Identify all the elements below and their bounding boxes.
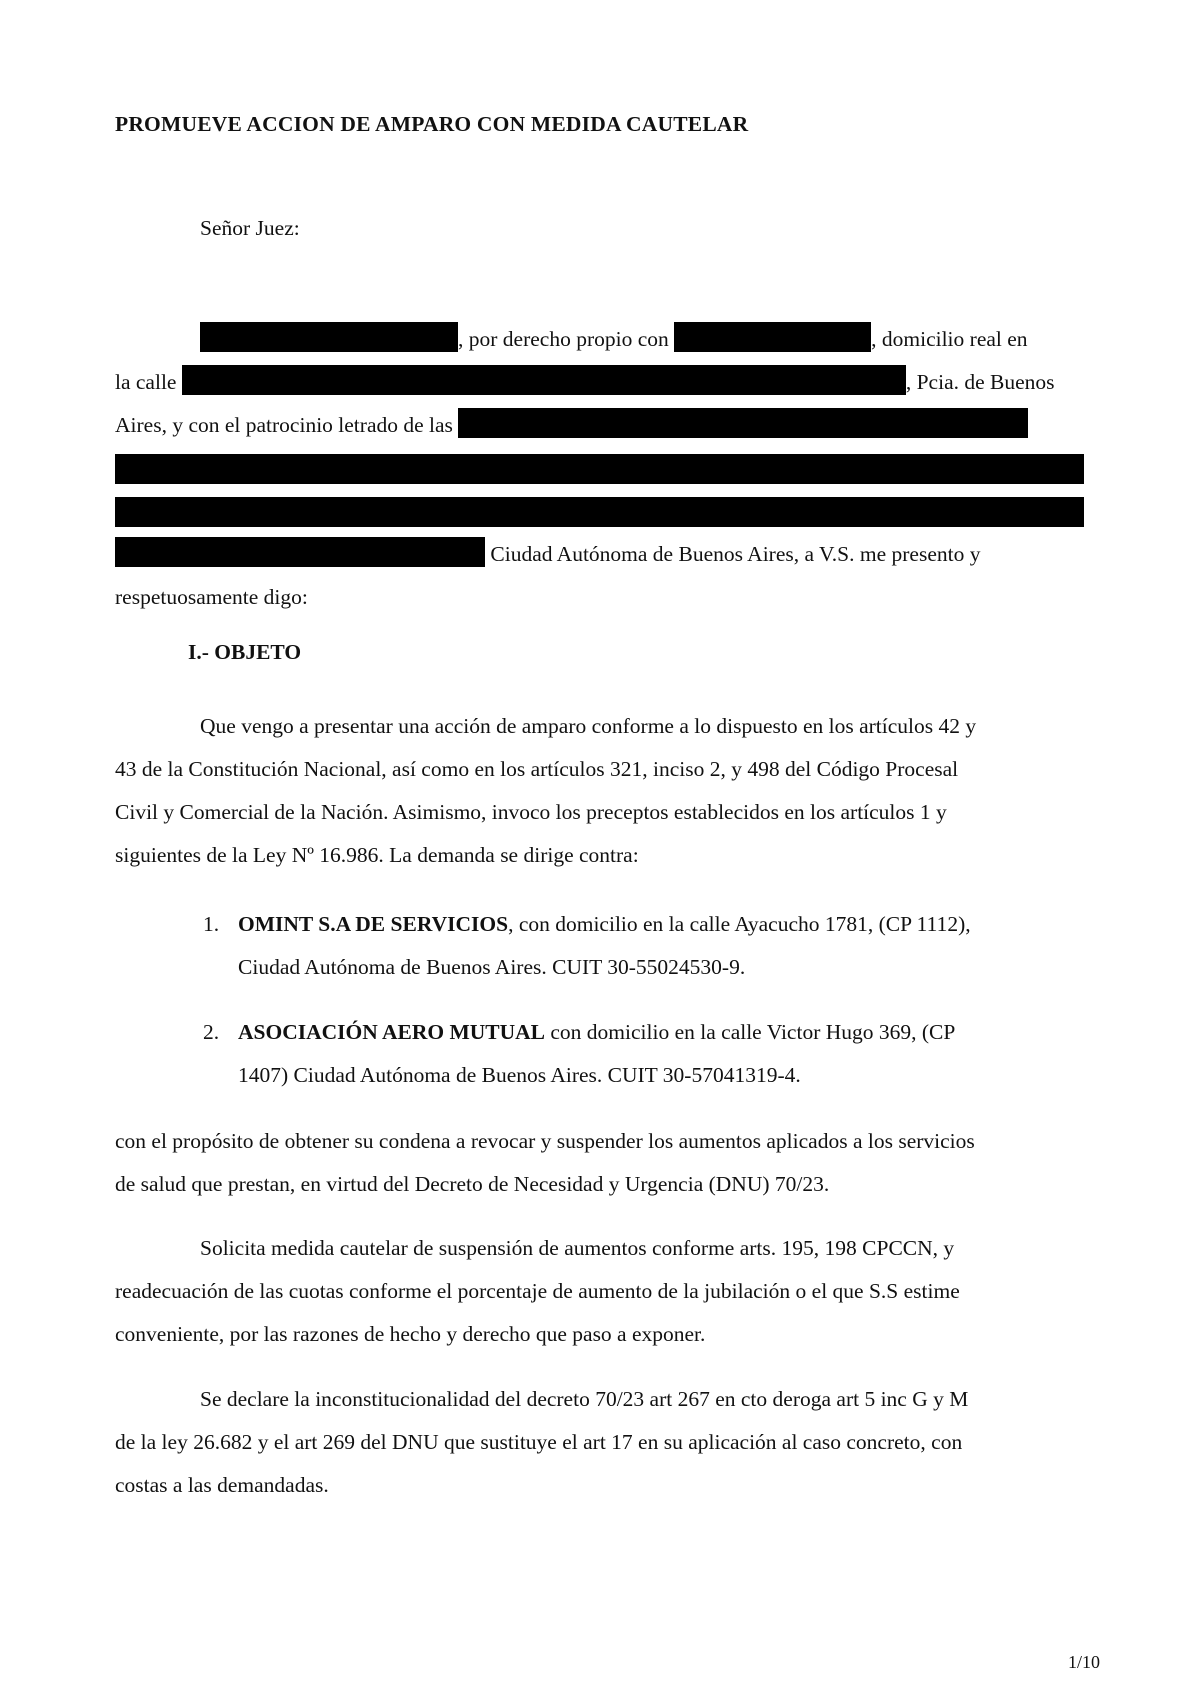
intro-text: , Pcia. de Buenos	[905, 370, 1055, 394]
paragraph-line: con el propósito de obtener su condena a revocar y suspender los aumentos aplicados a los servicios	[115, 1129, 975, 1153]
intro-text: , domicilio real en	[871, 327, 1028, 351]
redaction-bar	[200, 322, 458, 352]
redaction-bar	[115, 537, 485, 567]
paragraph-line: 43 de la Constitución Nacional, así como en los artículos 321, inciso 2, y 498 del Código Procesal	[115, 757, 959, 781]
redaction-bar	[115, 497, 1084, 527]
defendant-text: , con domicilio en la calle Ayacucho 1781, (CP 1112),	[508, 912, 971, 936]
defendant-name: OMINT S.A DE SERVICIOS	[238, 912, 509, 936]
paragraph-line: Que vengo a presentar una acción de amparo conforme a lo dispuesto en los artículos 42 y	[200, 714, 977, 738]
intro-text: , por derecho propio con	[458, 327, 669, 351]
redaction-bar	[115, 454, 1084, 484]
intro-line-7: respetuosamente digo:	[115, 585, 308, 609]
paragraph-line: de la ley 26.682 y el art 269 del DNU que sustituye el art 17 en su aplicación al caso concreto, con	[115, 1430, 963, 1454]
paragraph-line: Solicita medida cautelar de suspensión de aumentos conforme arts. 195, 198 CPCCN, y	[200, 1236, 955, 1260]
paragraph-line: de salud que prestan, en virtud del Decreto de Necesidad y Urgencia (DNU) 70/23.	[115, 1172, 830, 1196]
list-item-line: Ciudad Autónoma de Buenos Aires. CUIT 30-55024530-9.	[238, 955, 746, 979]
salutation: Señor Juez:	[200, 216, 300, 240]
paragraph-line: siguientes de la Ley Nº 16.986. La demanda se dirige contra:	[115, 843, 639, 867]
redaction-bar	[182, 365, 906, 395]
paragraph-line: readecuación de las cuotas conforme el porcentaje de aumento de la jubilación o el que S.S estime	[115, 1279, 960, 1303]
paragraph-line: Se declare la inconstitucionalidad del decreto 70/23 art 267 en cto deroga art 5 inc G y M	[200, 1387, 969, 1411]
list-item-line: 1407) Ciudad Autónoma de Buenos Aires. CUIT 30-57041319-4.	[238, 1063, 801, 1087]
intro-line-2	[115, 361, 1084, 404]
paragraph-line: costas a las demandadas.	[115, 1473, 329, 1497]
intro-line-3	[115, 404, 1084, 447]
defendant-text: con domicilio en la calle Victor Hugo 369, (CP	[545, 1020, 956, 1044]
paragraph-line: Civil y Comercial de la Nación. Asimismo, invoco los preceptos establecidos en los artículos 1 y	[115, 800, 947, 824]
list-number: 1.	[203, 912, 220, 936]
list-item	[238, 903, 1084, 946]
document-title: PROMUEVE ACCION DE AMPARO CON MEDIDA CAUTELAR	[115, 112, 749, 136]
redaction-bar	[458, 408, 1028, 438]
intro-text: Ciudad Autónoma de Buenos Aires, a V.S. me presento y	[490, 542, 981, 566]
intro-text: la calle	[115, 370, 177, 394]
list-item	[238, 1011, 1084, 1054]
redaction-bar	[674, 322, 871, 352]
intro-line-1	[115, 318, 1084, 361]
page-number: 1/10	[1067, 1652, 1100, 1672]
paragraph-line: conveniente, por las razones de hecho y derecho que paso a exponer.	[115, 1322, 706, 1346]
list-number: 2.	[203, 1020, 220, 1044]
defendant-name: ASOCIACIÓN AERO MUTUAL	[238, 1020, 546, 1044]
intro-text: Aires, y con el patrocinio letrado de las	[115, 413, 453, 437]
intro-line-6	[115, 533, 1084, 576]
section-heading: I.- OBJETO	[188, 640, 302, 664]
